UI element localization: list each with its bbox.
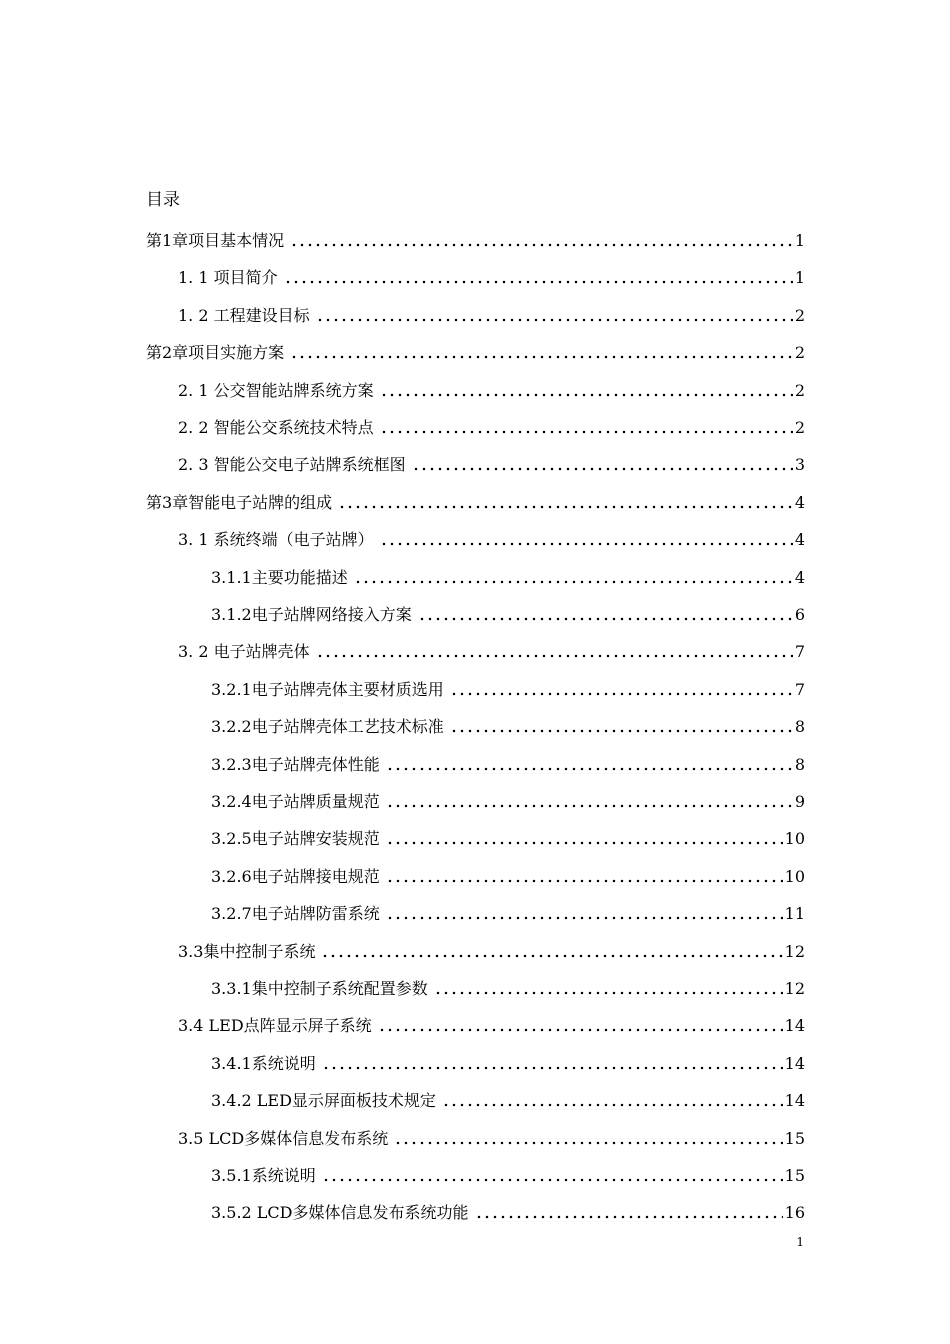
toc-entry[interactable] [146, 226, 805, 252]
toc-entry-page: 3 [794, 455, 805, 475]
toc-entry[interactable] [146, 338, 805, 364]
toc-entry-page: 2 [794, 418, 805, 437]
dot-leader [316, 318, 793, 322]
dot-leader [386, 841, 783, 845]
toc-entry[interactable] [178, 413, 805, 439]
toc-entry-label: 3.5.2 LCD多媒体信息发布系统功能 [211, 1203, 469, 1223]
page-number: 1 [796, 1235, 804, 1249]
toc-entry-page: 14 [784, 1091, 805, 1111]
toc-entry-label: 3.1.2电子站牌网络接入方案 [211, 605, 412, 624]
toc-entry-label: 3.2.7电子站牌防雷系统 [211, 904, 380, 924]
dot-leader [380, 430, 793, 434]
toc-entry-label: 第1章项目基本情况 [146, 231, 285, 250]
toc-entry[interactable] [211, 1086, 805, 1112]
toc-entry-page: 2 [794, 380, 805, 400]
dot-leader [442, 1103, 783, 1107]
toc-entry-page: 8 [794, 717, 805, 737]
toc-entry-label: 第2章项目实施方案 [146, 343, 285, 363]
dot-leader [394, 1141, 782, 1145]
toc-entry-page: 14 [784, 1053, 805, 1073]
dot-leader [380, 393, 793, 397]
dot-leader [338, 505, 793, 509]
toc-entry-page: 4 [794, 530, 805, 550]
toc-entry-page: 14 [784, 1016, 805, 1036]
toc-entry-label: 3.4.1系统说明 [211, 1053, 316, 1073]
toc-entry-page: 7 [794, 642, 805, 662]
toc-entry[interactable] [211, 862, 805, 888]
dot-leader [284, 280, 793, 284]
toc-entry[interactable] [211, 787, 805, 813]
toc-entry[interactable] [178, 1124, 805, 1150]
toc-entry-page: 4 [794, 567, 805, 587]
toc-entry[interactable] [146, 488, 805, 514]
toc-entry-label: 3. 2 电子站牌壳体 [178, 642, 310, 662]
toc-entry[interactable] [211, 600, 805, 626]
toc-entry-page: 16 [784, 1203, 805, 1223]
toc-entry-label: 2. 3 智能公交电子站牌系统框图 [178, 455, 406, 475]
toc-entry[interactable] [211, 974, 805, 1000]
toc-entry[interactable] [211, 1049, 805, 1075]
dot-leader [321, 954, 782, 958]
toc-entry-page: 4 [794, 492, 805, 512]
toc-entry[interactable] [178, 525, 805, 551]
toc-entry-page: 1 [794, 231, 805, 250]
toc-entry[interactable] [178, 376, 805, 402]
toc-title: 目录 [146, 190, 180, 210]
toc-entry-page: 15 [784, 1128, 805, 1148]
toc-entry-label: 1. 1 项目简介 [178, 268, 278, 288]
toc-entry-page: 6 [794, 605, 805, 624]
toc-entry-label: 3.2.2电子站牌壳体工艺技术标准 [211, 717, 444, 737]
toc-entry-page: 10 [784, 866, 805, 886]
toc-entry[interactable] [178, 937, 805, 963]
toc-entry-page: 15 [784, 1166, 805, 1185]
toc-entry-label: 3.4 LED点阵显示屏子系统 [178, 1016, 372, 1036]
toc-entry-label: 2. 2 智能公交系统技术特点 [178, 418, 374, 437]
toc-entry-label: 3.1.1主要功能描述 [211, 567, 348, 587]
toc-entry-page: 2 [794, 343, 805, 363]
toc-entry-label: 3.5 LCD多媒体信息发布系统 [178, 1128, 389, 1148]
toc-entry-label: 3.2.6电子站牌接电规范 [211, 866, 380, 886]
toc-entry-label: 3. 1 系统终端（电子站牌） [178, 530, 374, 550]
toc-entry-label: 3.3集中控制子系统 [178, 941, 316, 961]
dot-leader [322, 1178, 783, 1182]
dot-leader [412, 467, 793, 471]
dot-leader [386, 879, 783, 883]
toc-entry[interactable] [178, 637, 805, 663]
toc-entry-label: 3.2.3电子站牌壳体性能 [211, 754, 380, 774]
toc-entry-page: 7 [794, 679, 805, 699]
toc-entry-label: 3.3.1集中控制子系统配置参数 [211, 979, 428, 998]
toc-entry-page: 12 [784, 941, 805, 961]
dot-leader [386, 767, 793, 771]
dot-leader [386, 916, 783, 920]
dot-leader [316, 654, 793, 658]
dot-leader [290, 243, 793, 247]
dot-leader [354, 580, 793, 584]
dot-leader [450, 692, 793, 696]
dot-leader [290, 355, 793, 359]
toc-entry-label: 1. 2 工程建设目标 [178, 305, 310, 325]
toc-entry-page: 10 [784, 829, 805, 849]
dot-leader [418, 617, 793, 621]
toc-entry[interactable] [211, 899, 805, 925]
toc-entry[interactable] [178, 263, 805, 289]
toc-entry[interactable] [211, 675, 805, 701]
dot-leader [434, 991, 783, 995]
toc-entry-label: 3.2.4电子站牌质量规范 [211, 792, 380, 811]
dot-leader [475, 1215, 783, 1219]
toc-entry[interactable] [178, 1011, 805, 1037]
toc-entry-label: 3.5.1系统说明 [211, 1166, 316, 1185]
toc-entry[interactable] [211, 1198, 805, 1224]
toc-entry-page: 9 [794, 792, 805, 811]
dot-leader [450, 729, 793, 733]
toc-entry[interactable] [211, 750, 805, 776]
toc-entry[interactable] [211, 824, 805, 850]
toc-entry[interactable] [211, 563, 805, 589]
toc-entry-page: 11 [784, 904, 805, 924]
toc-entry-label: 3.2.1电子站牌壳体主要材质选用 [211, 679, 444, 699]
toc-entry-page: 12 [784, 979, 805, 998]
toc-entry-page: 1 [794, 268, 805, 288]
toc-entry[interactable] [211, 1161, 805, 1187]
toc-entry-page: 8 [794, 754, 805, 774]
dot-leader [386, 804, 793, 808]
dot-leader [380, 542, 793, 546]
toc-entry-label: 第3章智能电子站牌的组成 [146, 492, 333, 512]
toc-entry-page: 2 [794, 305, 805, 325]
dot-leader [322, 1066, 783, 1070]
toc-entry-label: 2. 1 公交智能站牌系统方案 [178, 380, 374, 400]
toc-entry[interactable] [178, 301, 805, 327]
dot-leader [378, 1028, 783, 1032]
toc-entry-label: 3.4.2 LED显示屏面板技术规定 [211, 1091, 436, 1111]
toc-entry[interactable] [178, 450, 805, 476]
toc-entry-label: 3.2.5电子站牌安装规范 [211, 829, 380, 849]
toc-entry[interactable] [211, 712, 805, 738]
